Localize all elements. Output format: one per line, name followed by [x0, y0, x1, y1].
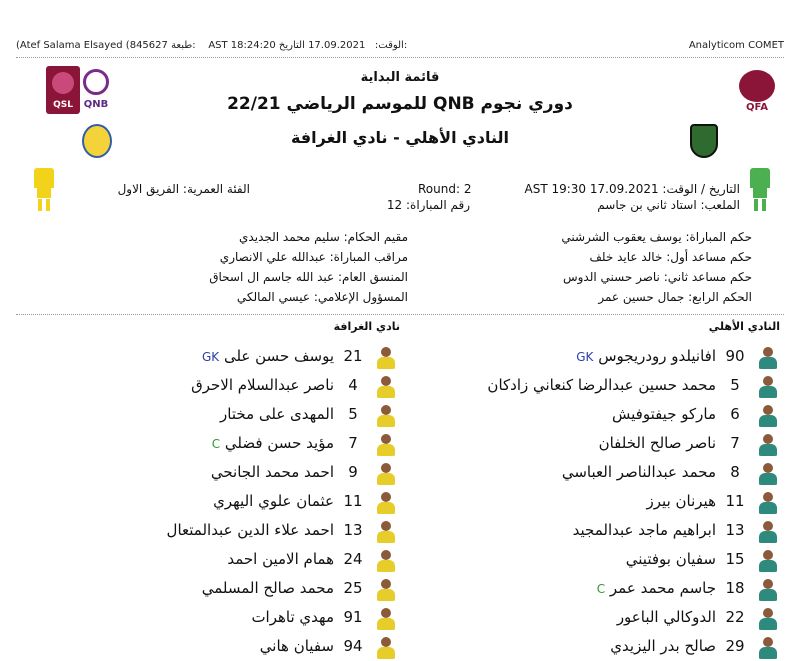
away-team-heading: نادي الغرافة — [333, 320, 400, 333]
player-name: ماركو جيفتوفيش — [612, 405, 716, 423]
home-kit-icon — [750, 168, 770, 212]
official-general-coordinator: المنسق العام: عبد الله جاسم ال اسحاق — [209, 270, 408, 284]
player-number: 7 — [348, 434, 358, 452]
player-number: 11 — [343, 492, 363, 510]
player-name: محمد صالح المسلمي — [201, 579, 334, 597]
player-number: 8 — [730, 463, 740, 481]
league-title: دوري نجوم QNB للموسم الرياضي 22/21 — [227, 94, 573, 114]
official-referee-assessor: مقيم الحكام: سليم محمد الجديدي — [239, 230, 408, 244]
player-name: الدوكالي الباعور — [616, 608, 716, 626]
player-name-cell — [167, 521, 334, 539]
player-name: هيرنان بيرز — [646, 492, 716, 510]
player-name-cell — [251, 608, 334, 626]
qsl-logo-text: QSL — [53, 100, 73, 110]
player-row — [0, 343, 800, 371]
player-name: محمد حسين عبدالرضا كنعاني زادكان — [487, 376, 716, 394]
official-match-commissioner: مراقب المباراة: عبدالله علي الانصاري — [219, 250, 408, 264]
player-row — [0, 575, 800, 603]
home-team-heading: النادي الأهلي — [708, 320, 780, 333]
player-name-cell — [212, 434, 334, 452]
player-name: سفيان هاني — [259, 637, 334, 655]
player-name-cell — [211, 463, 334, 481]
player-name-cell — [220, 405, 334, 423]
player-name: المهدى على مختار — [220, 405, 334, 423]
player-name: ابراهيم ماجد عبدالمجيد — [572, 521, 716, 539]
captain-badge: C — [211, 437, 221, 451]
player-number: 90 — [725, 347, 745, 365]
app-name: Analyticom COMET — [688, 40, 784, 51]
player-number: 13 — [725, 521, 745, 539]
player-photo — [376, 548, 396, 572]
print-label: طبعة: — [171, 40, 196, 51]
player-number: 29 — [725, 637, 745, 655]
official-fourth: الحكم الرابع: جمال حسين عمر — [598, 290, 752, 304]
player-number: 91 — [343, 608, 363, 626]
qfa-logo-text: QFA — [746, 102, 768, 113]
match-stadium: الملعب: استاد ثاني بن جاسم — [597, 198, 740, 212]
official-referee: حكم المباراة: يوسف يعقوب الشرشني — [561, 230, 752, 244]
operator-name: (Atef Salama Elsayed (845627 — [16, 40, 168, 51]
player-name: محمد عبدالناصر العباسي — [561, 463, 716, 481]
player-number: 15 — [725, 550, 745, 568]
print-time: AST 18:24:20 — [208, 40, 276, 51]
print-time-label: الوقت: — [374, 40, 404, 51]
player-row — [0, 401, 800, 429]
player-number: 4 — [348, 376, 358, 394]
player-number: 11 — [725, 492, 745, 510]
player-name: سفيان بوفتيني — [625, 550, 716, 568]
player-row — [0, 546, 800, 574]
player-photo — [376, 635, 396, 659]
official-media-officer: المسؤول الإعلامي: عيسي المالكي — [236, 290, 408, 304]
player-number: 6 — [730, 405, 740, 423]
player-number: 5 — [348, 405, 358, 423]
captain-badge: C — [596, 582, 606, 596]
start-list-title: قائمة البداية — [360, 70, 440, 85]
player-name-cell — [260, 637, 334, 655]
player-name: صالح بدر اليزيدي — [610, 637, 716, 655]
match-title: النادي الأهلي - نادي الغرافة — [290, 128, 510, 147]
print-date: 17.09.2021 — [308, 40, 366, 51]
official-assistant-1: حكم مساعد أول: خالد عايد خلف — [589, 250, 752, 264]
player-row — [0, 604, 800, 632]
player-number: 22 — [725, 608, 745, 626]
match-round: Round: 2 — [418, 182, 472, 196]
player-number: 24 — [343, 550, 363, 568]
official-assistant-2: حكم مساعد ثاني: ناصر حسني الدوس — [562, 270, 752, 284]
match-number: رقم المباراة: 12 — [386, 198, 470, 212]
header-divider — [16, 57, 784, 58]
goalkeeper-badge: GK — [576, 350, 594, 364]
player-row — [0, 430, 800, 458]
player-number: 94 — [343, 637, 363, 655]
player-photo — [376, 432, 396, 456]
player-name: همام الامين احمد — [227, 550, 334, 568]
player-row — [0, 517, 800, 545]
player-photo — [376, 606, 396, 630]
player-name-cell — [227, 550, 334, 568]
player-row — [0, 372, 800, 400]
goalkeeper-badge: GK — [202, 350, 220, 364]
player-photo — [376, 461, 396, 485]
player-number: 21 — [343, 347, 363, 365]
player-photo — [376, 577, 396, 601]
away-kit-icon — [34, 168, 54, 212]
player-number: 13 — [343, 521, 363, 539]
player-name-cell — [202, 579, 334, 597]
officials-divider — [16, 314, 784, 315]
player-name-cell — [213, 492, 334, 510]
player-row — [0, 488, 800, 516]
player-number: 7 — [730, 434, 740, 452]
player-number: 9 — [348, 463, 358, 481]
player-name-cell — [202, 347, 334, 365]
age-category: الفئة العمرية: الفريق الاول — [117, 182, 250, 196]
player-number: 5 — [730, 376, 740, 394]
player-name-cell — [191, 376, 334, 394]
match-datetime: التاريخ / الوقت: 17.09.2021 AST 19:30 — [524, 182, 740, 196]
player-row — [0, 459, 800, 487]
qnb-logo-text: QNB — [83, 99, 109, 110]
player-photo — [376, 490, 396, 514]
player-name: مهدي تاهرات — [251, 608, 334, 626]
player-name: يوسف حسن على — [223, 347, 334, 365]
player-number: 18 — [725, 579, 745, 597]
player-photo — [376, 403, 396, 427]
player-name: جاسم محمد عمر — [609, 579, 716, 597]
print-header — [16, 40, 784, 56]
player-name: ناصر عبدالسلام الاحرق — [191, 376, 334, 394]
player-photo — [376, 345, 396, 369]
player-photo — [376, 374, 396, 398]
player-name: ناصر صالح الخلفان — [598, 434, 716, 452]
player-name: افانيلدو رودريجوس — [598, 347, 716, 365]
player-name: مؤيد حسن فضلي — [224, 434, 334, 452]
player-name: عثمان علوي اليهري — [213, 492, 334, 510]
player-photo — [376, 519, 396, 543]
player-name: احمد علاء الدين عبدالمتعال — [166, 521, 334, 539]
player-number: 25 — [343, 579, 363, 597]
player-name: احمد محمد الجانحي — [210, 463, 334, 481]
print-info — [16, 40, 407, 51]
print-date-label: التاريخ: — [278, 40, 408, 51]
